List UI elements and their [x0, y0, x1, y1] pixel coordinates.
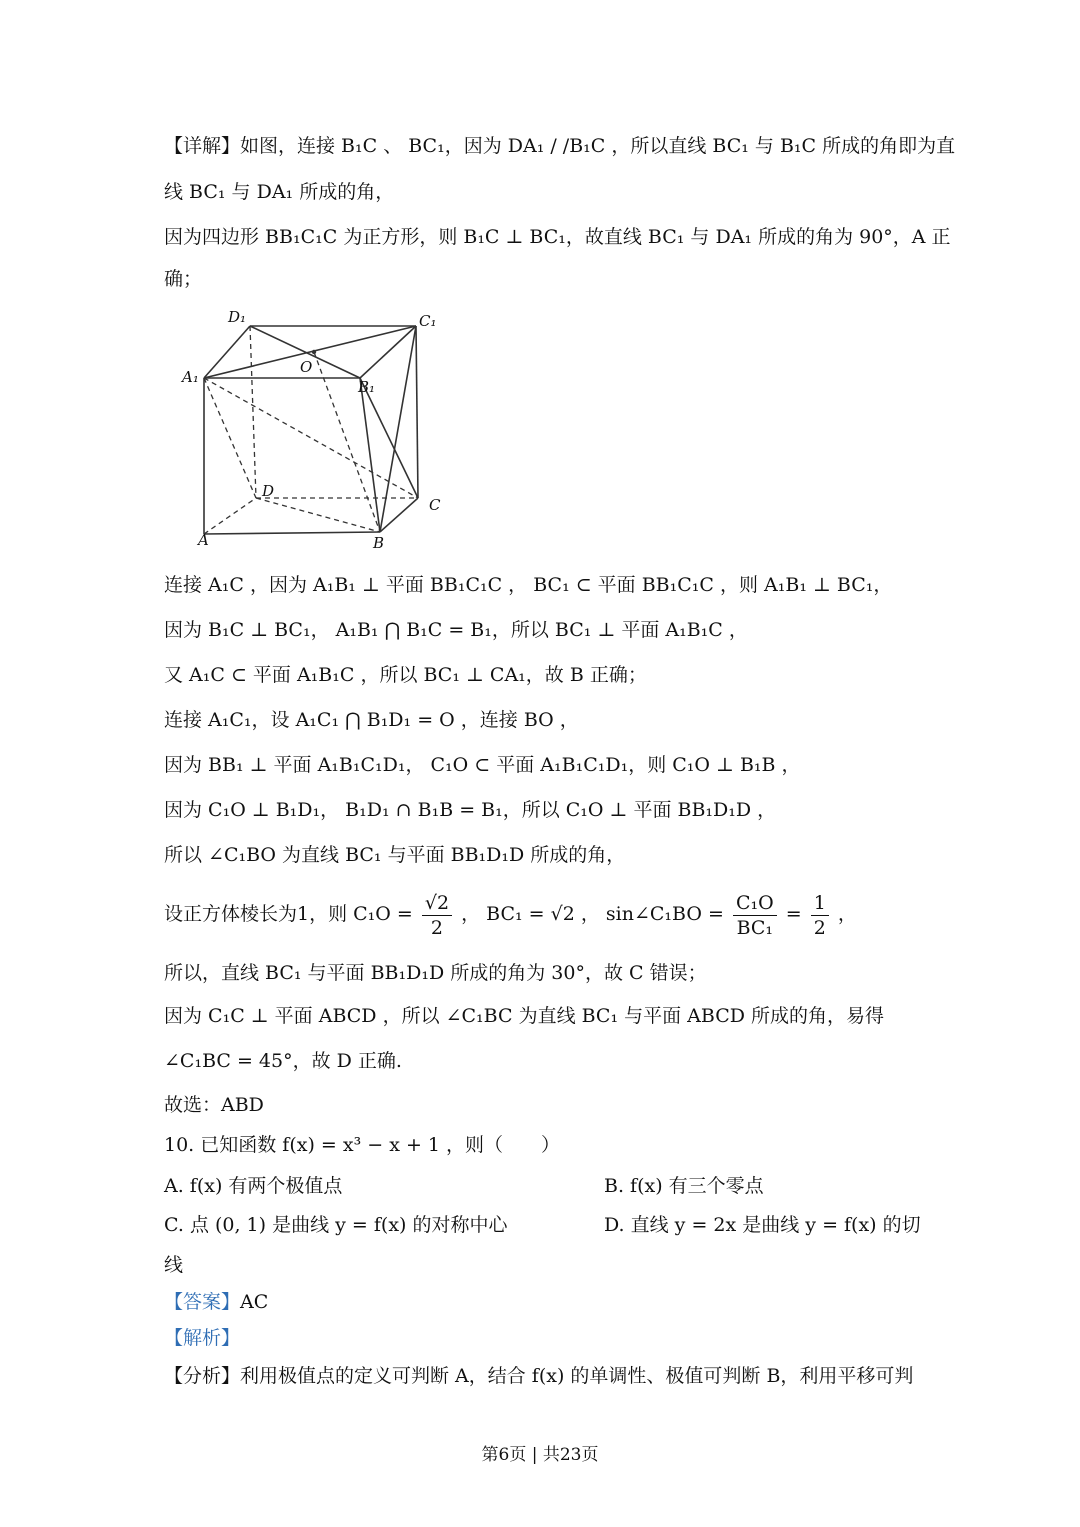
option-d-continued: 线 — [164, 1254, 184, 1276]
label-A1: A₁ — [182, 368, 199, 386]
option-a: A. f(x) 有两个极值点 — [164, 1175, 343, 1197]
text-segment: ， BC₁ = √2 ， sin∠C₁BO = — [461, 903, 724, 925]
text-line: 确； — [164, 268, 203, 290]
label-C: C — [429, 496, 441, 514]
question-stem: 10. 已知函数 f(x) = x³ − x + 1 ，则（ ） — [164, 1134, 561, 1156]
text-line: ∠C₁BC = 45°，故 D 正确. — [164, 1050, 402, 1072]
text-line: 因为四边形 BB₁C₁C 为正方形，则 B₁C ⊥ BC₁，故直线 BC₁ 与 DA₁ 所成的角为 90°，A 正 — [164, 226, 951, 248]
page-footer: 第6页 | 共23页 — [481, 1445, 599, 1465]
text-line: 因为 B₁C ⊥ BC₁， A₁B₁ ⋂ B₁C = B₁，所以 BC₁ ⊥ 平面 A₁B₁C ， — [164, 619, 748, 641]
analysis-label: 【解析】 — [164, 1327, 241, 1349]
text-line: 因为 C₁C ⊥ 平面 ABCD ，所以 ∠C₁BC 为直线 BC₁ 与平面 ABCD 所成的角，易得 — [164, 1005, 885, 1027]
text-line: 所以，直线 BC₁ 与平面 BB₁D₁D 所成的角为 30°，故 C 错误； — [164, 962, 707, 984]
fraction-numerator: √2 — [422, 891, 452, 916]
text-line: 因为 BB₁ ⊥ 平面 A₁B₁C₁D₁， C₁O ⊂ 平面 A₁B₁C₁D₁，则 C₁O ⊥ B₁B ， — [164, 754, 801, 776]
fraction-numerator: C₁O — [733, 891, 777, 916]
text-line: 【分析】利用极值点的定义可判断 A，结合 f(x) 的单调性、极值可判断 B，利用平移可判 — [164, 1365, 914, 1387]
label-A: A — [198, 531, 209, 549]
fraction — [422, 891, 452, 940]
text-line: 因为 C₁O ⊥ B₁D₁， B₁D₁ ∩ B₁B = B₁，所以 C₁O ⊥ 平面 BB₁D₁D ， — [164, 799, 777, 821]
fraction-numerator: 1 — [811, 891, 829, 916]
fraction — [733, 891, 777, 940]
fraction — [811, 891, 829, 940]
fraction-denominator: 2 — [430, 916, 444, 939]
text-line: 线 BC₁ 与 DA₁ 所成的角， — [164, 181, 395, 203]
answer-value: AC — [240, 1291, 269, 1313]
text-line: 【详解】如图，连接 B₁C 、 BC₁，因为 DA₁ / /B₁C ，所以直线 BC₁ 与 B₁C 所成的角即为直 — [164, 135, 956, 157]
text-line: 连接 A₁C₁，设 A₁C₁ ⋂ B₁D₁ = O ，连接 BO ， — [164, 709, 579, 731]
text-segment: 设正方体棱长为1，则 C₁O = — [164, 903, 413, 925]
answer-line — [164, 1290, 268, 1314]
text-line: 故选：ABD — [164, 1094, 264, 1116]
option-b: B. f(x) 有三个零点 — [604, 1175, 764, 1197]
answer-label: 【答案】 — [164, 1291, 241, 1313]
text-line-fractions — [164, 888, 857, 940]
text-segment: = — [785, 903, 802, 925]
text-line: 连接 A₁C ，因为 A₁B₁ ⊥ 平面 BB₁C₁C ， BC₁ ⊂ 平面 BB₁C₁C ，则 A₁B₁ ⊥ BC₁， — [164, 574, 893, 596]
option-c: C. 点 (0, 1) 是曲线 y = f(x) 的对称中心 — [164, 1214, 508, 1236]
cube-figure — [172, 302, 462, 552]
label-B1: B₁ — [358, 378, 376, 396]
label-D: D — [262, 482, 275, 500]
text-segment: ， — [837, 903, 857, 925]
text-line: 又 A₁C ⊂ 平面 A₁B₁C ，所以 BC₁ ⊥ CA₁，故 B 正确； — [164, 664, 647, 686]
text-line: 所以 ∠C₁BO 为直线 BC₁ 与平面 BB₁D₁D 所成的角， — [164, 844, 626, 866]
fraction-denominator: BC₁ — [736, 916, 774, 939]
option-d: D. 直线 y = 2x 是曲线 y = f(x) 的切 — [604, 1214, 921, 1236]
fraction-denominator: 2 — [813, 916, 826, 939]
label-D1: D₁ — [228, 308, 247, 326]
label-O: O — [300, 358, 313, 376]
label-C1: C₁ — [419, 312, 437, 330]
label-B: B — [373, 534, 385, 552]
